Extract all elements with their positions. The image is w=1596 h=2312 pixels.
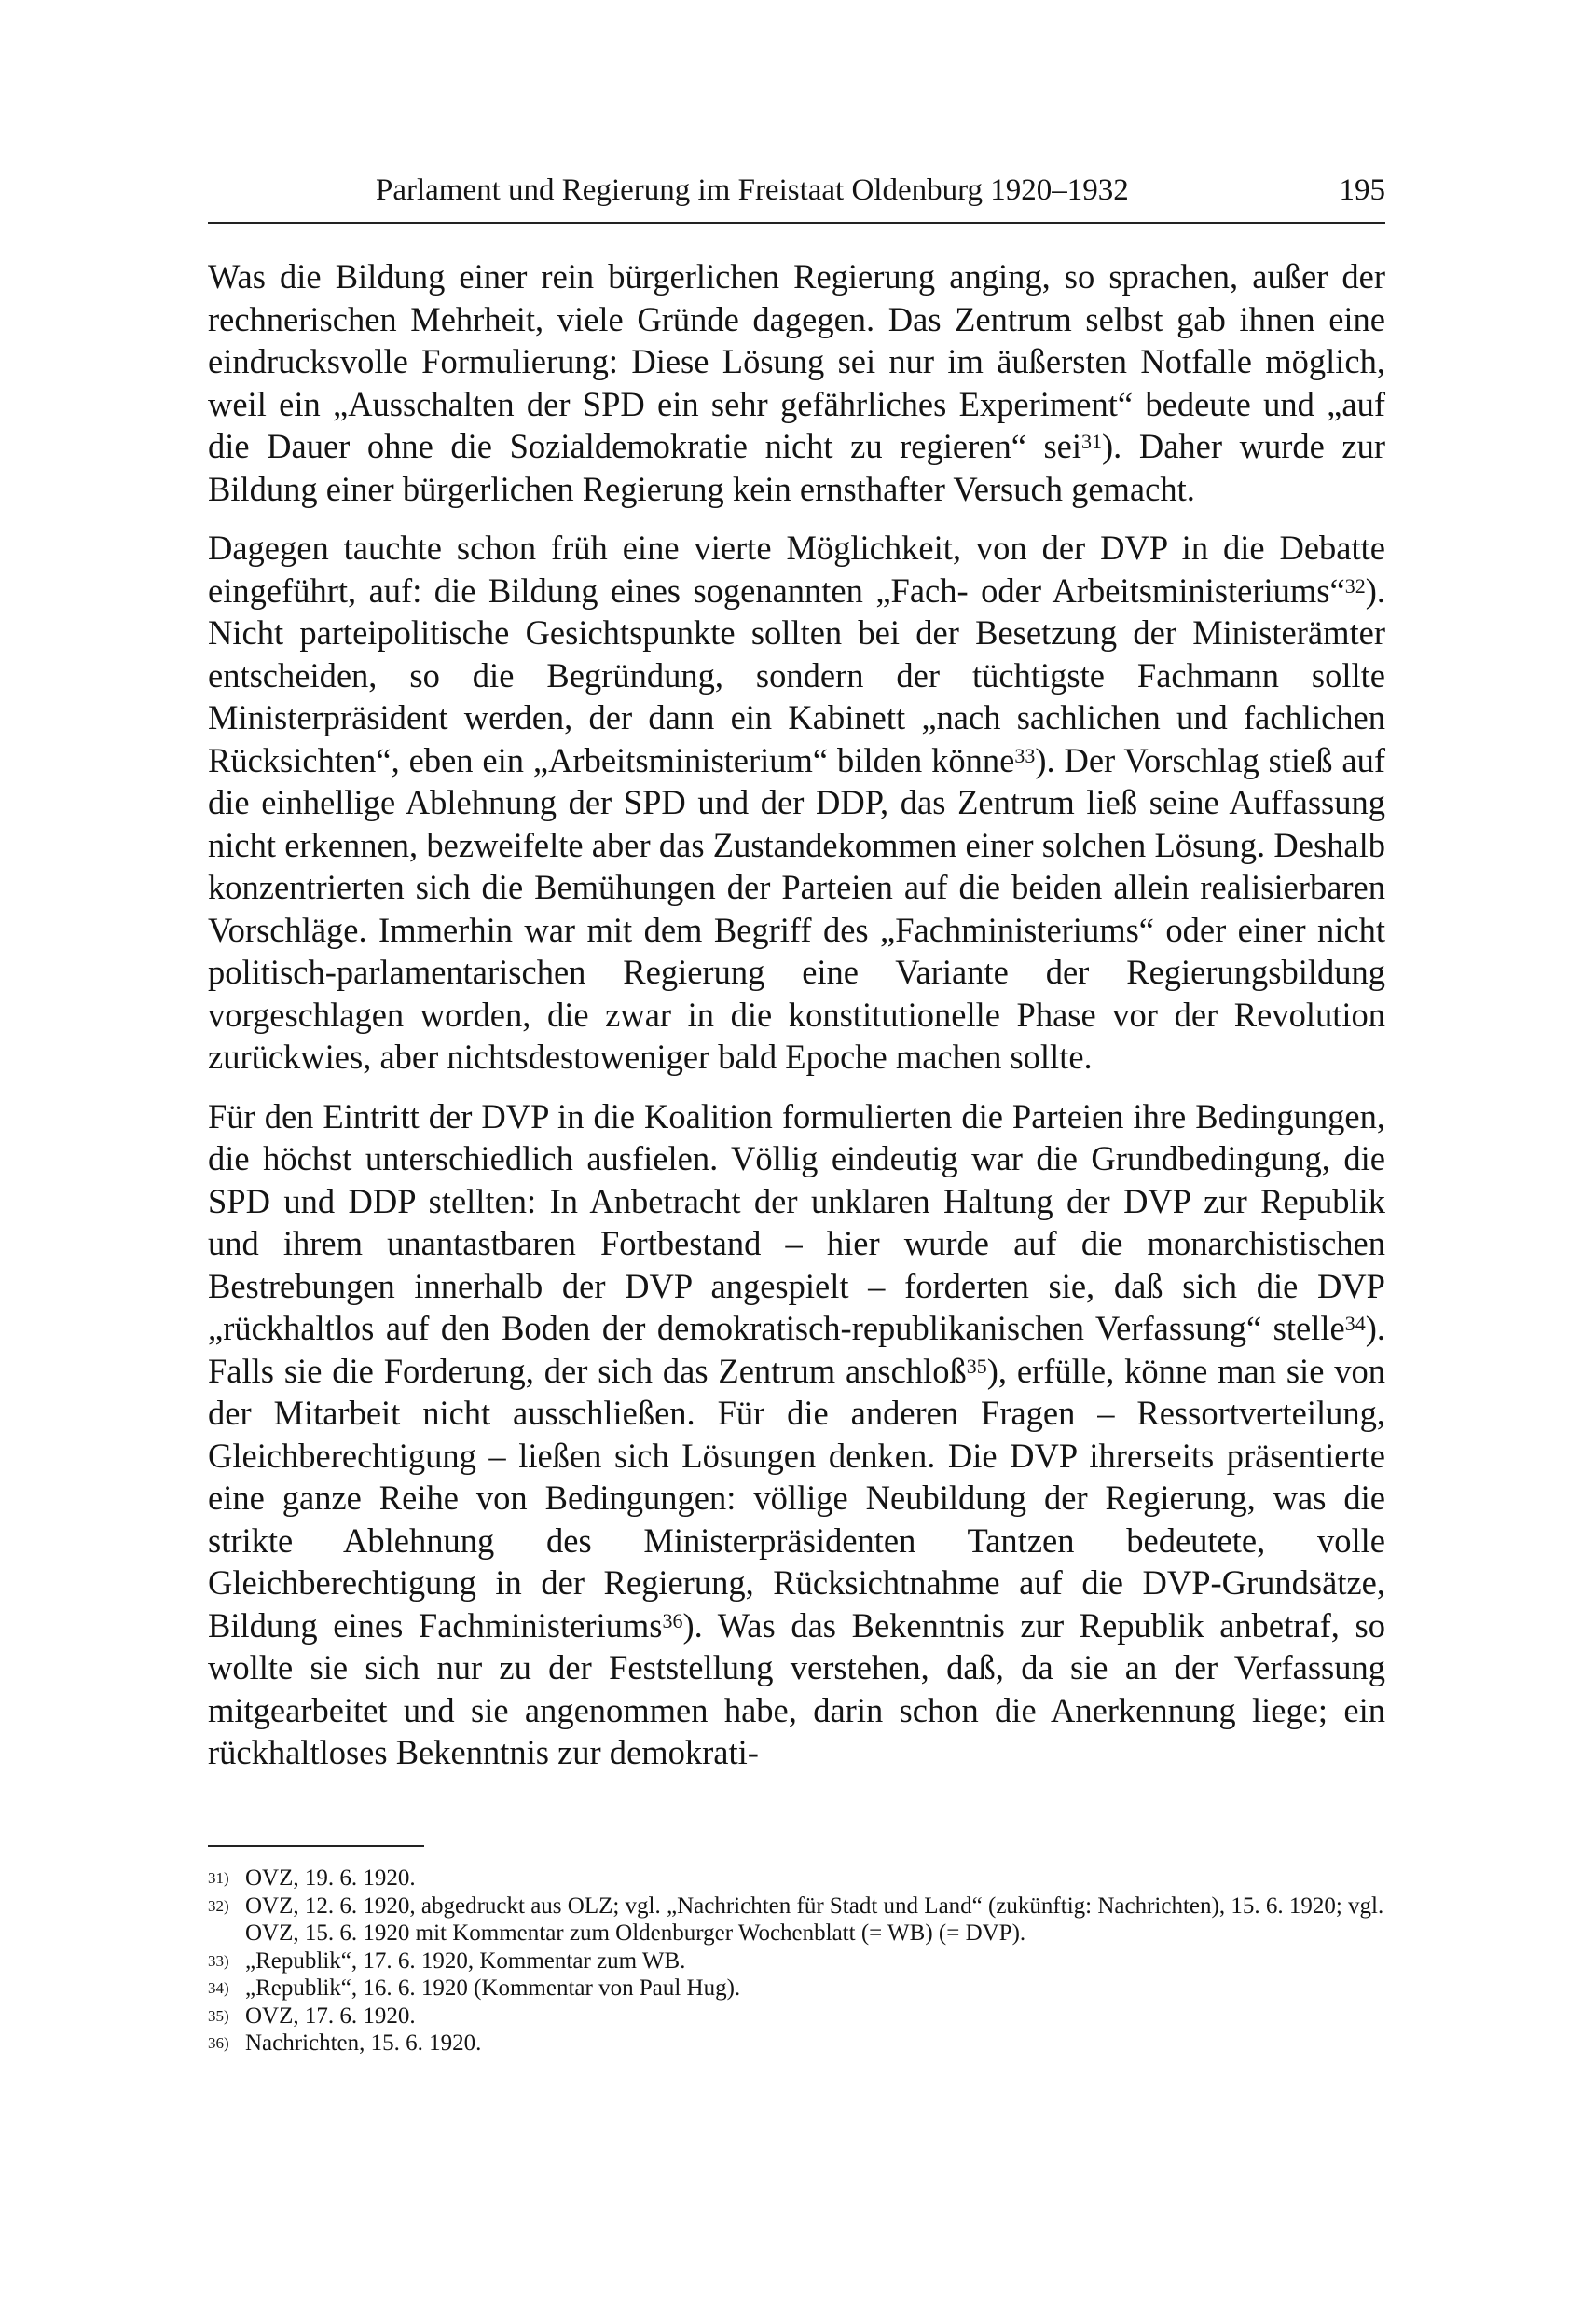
footnote-ref[interactable]: 35 [966, 1354, 987, 1378]
footnotes [208, 1865, 1385, 2057]
running-title: Parlament und Regierung im Freistaat Oldenburg 1920–1932 [376, 173, 1129, 207]
footnote-rule [208, 1845, 424, 1847]
footnote-ref[interactable]: 34 [1344, 1312, 1366, 1336]
footnote [208, 1975, 1385, 2002]
paragraph [208, 1095, 1385, 1774]
footnote-number: 36) [208, 2034, 229, 2052]
text-run: Dagegen tauchte schon früh eine vierte Möglichkeit, von der DVP in die Debatte eingeführt, auf: die Bildung eines sogenannten „Fach- oder Arbeitsministeriums“ [208, 529, 1385, 610]
text-run: ), erfülle, könne man sie von der Mitarbeit nicht ausschließen. Für die anderen Fragen – Ressortverteilung, Gleichberechtigung – ließen sich Lösungen denken. Die DVP ihrerseits präsentierte eine ganze Reihe von Bedingungen: völlige Neubildung der Regierung, was die strikte Ablehnung des Ministerpräsidenten Tantzen bedeutete, volle Gleichberechtigung in der Regierung, Rücksichtnahme auf die DVP-Grundsätze, Bildung eines Fachministeriums [208, 1351, 1386, 1645]
text-run: Für den Eintritt der DVP in die Koalition formulierten die Parteien ihre Bedingungen, die höchst unterschiedlich ausfielen. Völlig eindeutig war die Grundbedingung, die SPD und DDP stellten: In Anbetracht der unklaren Haltung der DVP zur Republik und ihrem unantastbaren Fortbestand – hier wurde auf die monarchistischen Bestrebungen innerhalb der DVP angespielt – forderten sie, daß sich die DVP „rückhaltlos auf den Boden der demokratisch-republikanischen Verfassung“ stelle [208, 1096, 1385, 1347]
running-header [208, 166, 1385, 214]
footnote-text: OVZ, 17. 6. 1920. [245, 2002, 416, 2029]
header-rule [208, 222, 1385, 224]
footnote-ref[interactable]: 36 [662, 1608, 683, 1632]
footnote-number: 31) [208, 1869, 229, 1887]
main-text [208, 255, 1385, 1791]
footnote [208, 1947, 1385, 1975]
page-number: 195 [1339, 173, 1385, 207]
text-run: ). Falls sie die Forderung, der sich das Zentrum anschloß [208, 1309, 1385, 1390]
footnote-text: „Republik“, 16. 6. 1920 (Kommentar von Paul Hug). [245, 1975, 741, 2001]
page-content [208, 0, 1385, 2312]
text-run: ). Was das Bekenntnis zur Republik anbetraf, so wollte sie sich nur zu der Feststellung verstehen, daß, da sie an der Verfassung mitgearbeitet und sie angenommen habe, darin schon die Anerkennung liege; ein rückhaltloses Bekenntnis zur demokrati- [208, 1605, 1385, 1771]
footnote [208, 1892, 1385, 1947]
text-run: ). Der Vorschlag stieß auf die einhellige Ablehnung der SPD und der DDP, das Zentrum ließ seine Auffassung nicht erkennen, bezweifelte aber das Zustandekommen einer solchen Lösung. Deshalb konzentrierten sich die Bemühungen der Parteien auf die beiden allein realisierbaren Vorschläge. Immerhin war mit dem Begriff des „Fachministeriums“ oder einer nicht politisch-parlamentarischen Regierung eine Variante der Regierungsbildung vorgeschlagen worden, die zwar in die konstitutionelle Phase vor der Revolution zurückwies, aber nichtsdestoweniger bald Epoche machen sollte. [208, 740, 1385, 1076]
footnote-number: 33) [208, 1951, 229, 1970]
footnote [208, 2030, 1385, 2057]
footnote-ref[interactable]: 32 [1344, 573, 1366, 598]
footnote-ref[interactable]: 33 [1014, 743, 1036, 767]
paragraph [208, 527, 1385, 1079]
footnote [208, 1865, 1385, 1892]
footnote-ref[interactable]: 31 [1081, 430, 1103, 454]
footnote-text: OVZ, 19. 6. 1920. [245, 1865, 416, 1891]
paragraph [208, 255, 1385, 510]
footnote-number: 34) [208, 1979, 229, 1997]
footnote-text: Nachrichten, 15. 6. 1920. [245, 2030, 482, 2056]
footnote-text: „Republik“, 17. 6. 1920, Kommentar zum WB. [245, 1947, 686, 1974]
footnote [208, 2002, 1385, 2030]
text-run: ). Nicht parteipolitische Gesichtspunkte sollten bei der Besetzung der Ministerämter entscheiden, so die Begründung, sondern der tüchtigste Fachmann sollte Ministerpräsident werden, der dann ein Kabinett „nach sachlichen und fachlichen Rücksichten“, eben ein „Arbeitsministerium“ bilden könne [208, 571, 1385, 779]
text-run: Was die Bildung einer rein bürgerlichen Regierung anging, so sprachen, außer der rechnerischen Mehrheit, viele Gründe dagegen. Das Zentrum selbst gab ihnen eine eindrucksvolle Formulierung: Diese Lösung sei nur im äußersten Notfalle möglich, weil ein „Ausschalten der SPD ein sehr gefährliches Experiment“ bedeute und „auf die Dauer ohne die Sozialdemokratie nicht zu regieren“ sei [208, 257, 1385, 465]
footnote-number: 32) [208, 1896, 229, 1915]
text-run: ). Daher wurde zur Bildung einer bürgerlichen Regierung kein ernsthafter Versuch gemacht. [208, 427, 1385, 508]
footnote-text: OVZ, 12. 6. 1920, abgedruckt aus OLZ; vgl. „Nachrichten für Stadt und Land“ (zukünftig: Nachrichten), 15. 6. 1920; vgl. OVZ, 15. 6. 1920 mit Kommentar zum Oldenburger Wochenblatt (= WB) (= DVP). [245, 1892, 1384, 1946]
footnote-number: 35) [208, 2006, 229, 2025]
